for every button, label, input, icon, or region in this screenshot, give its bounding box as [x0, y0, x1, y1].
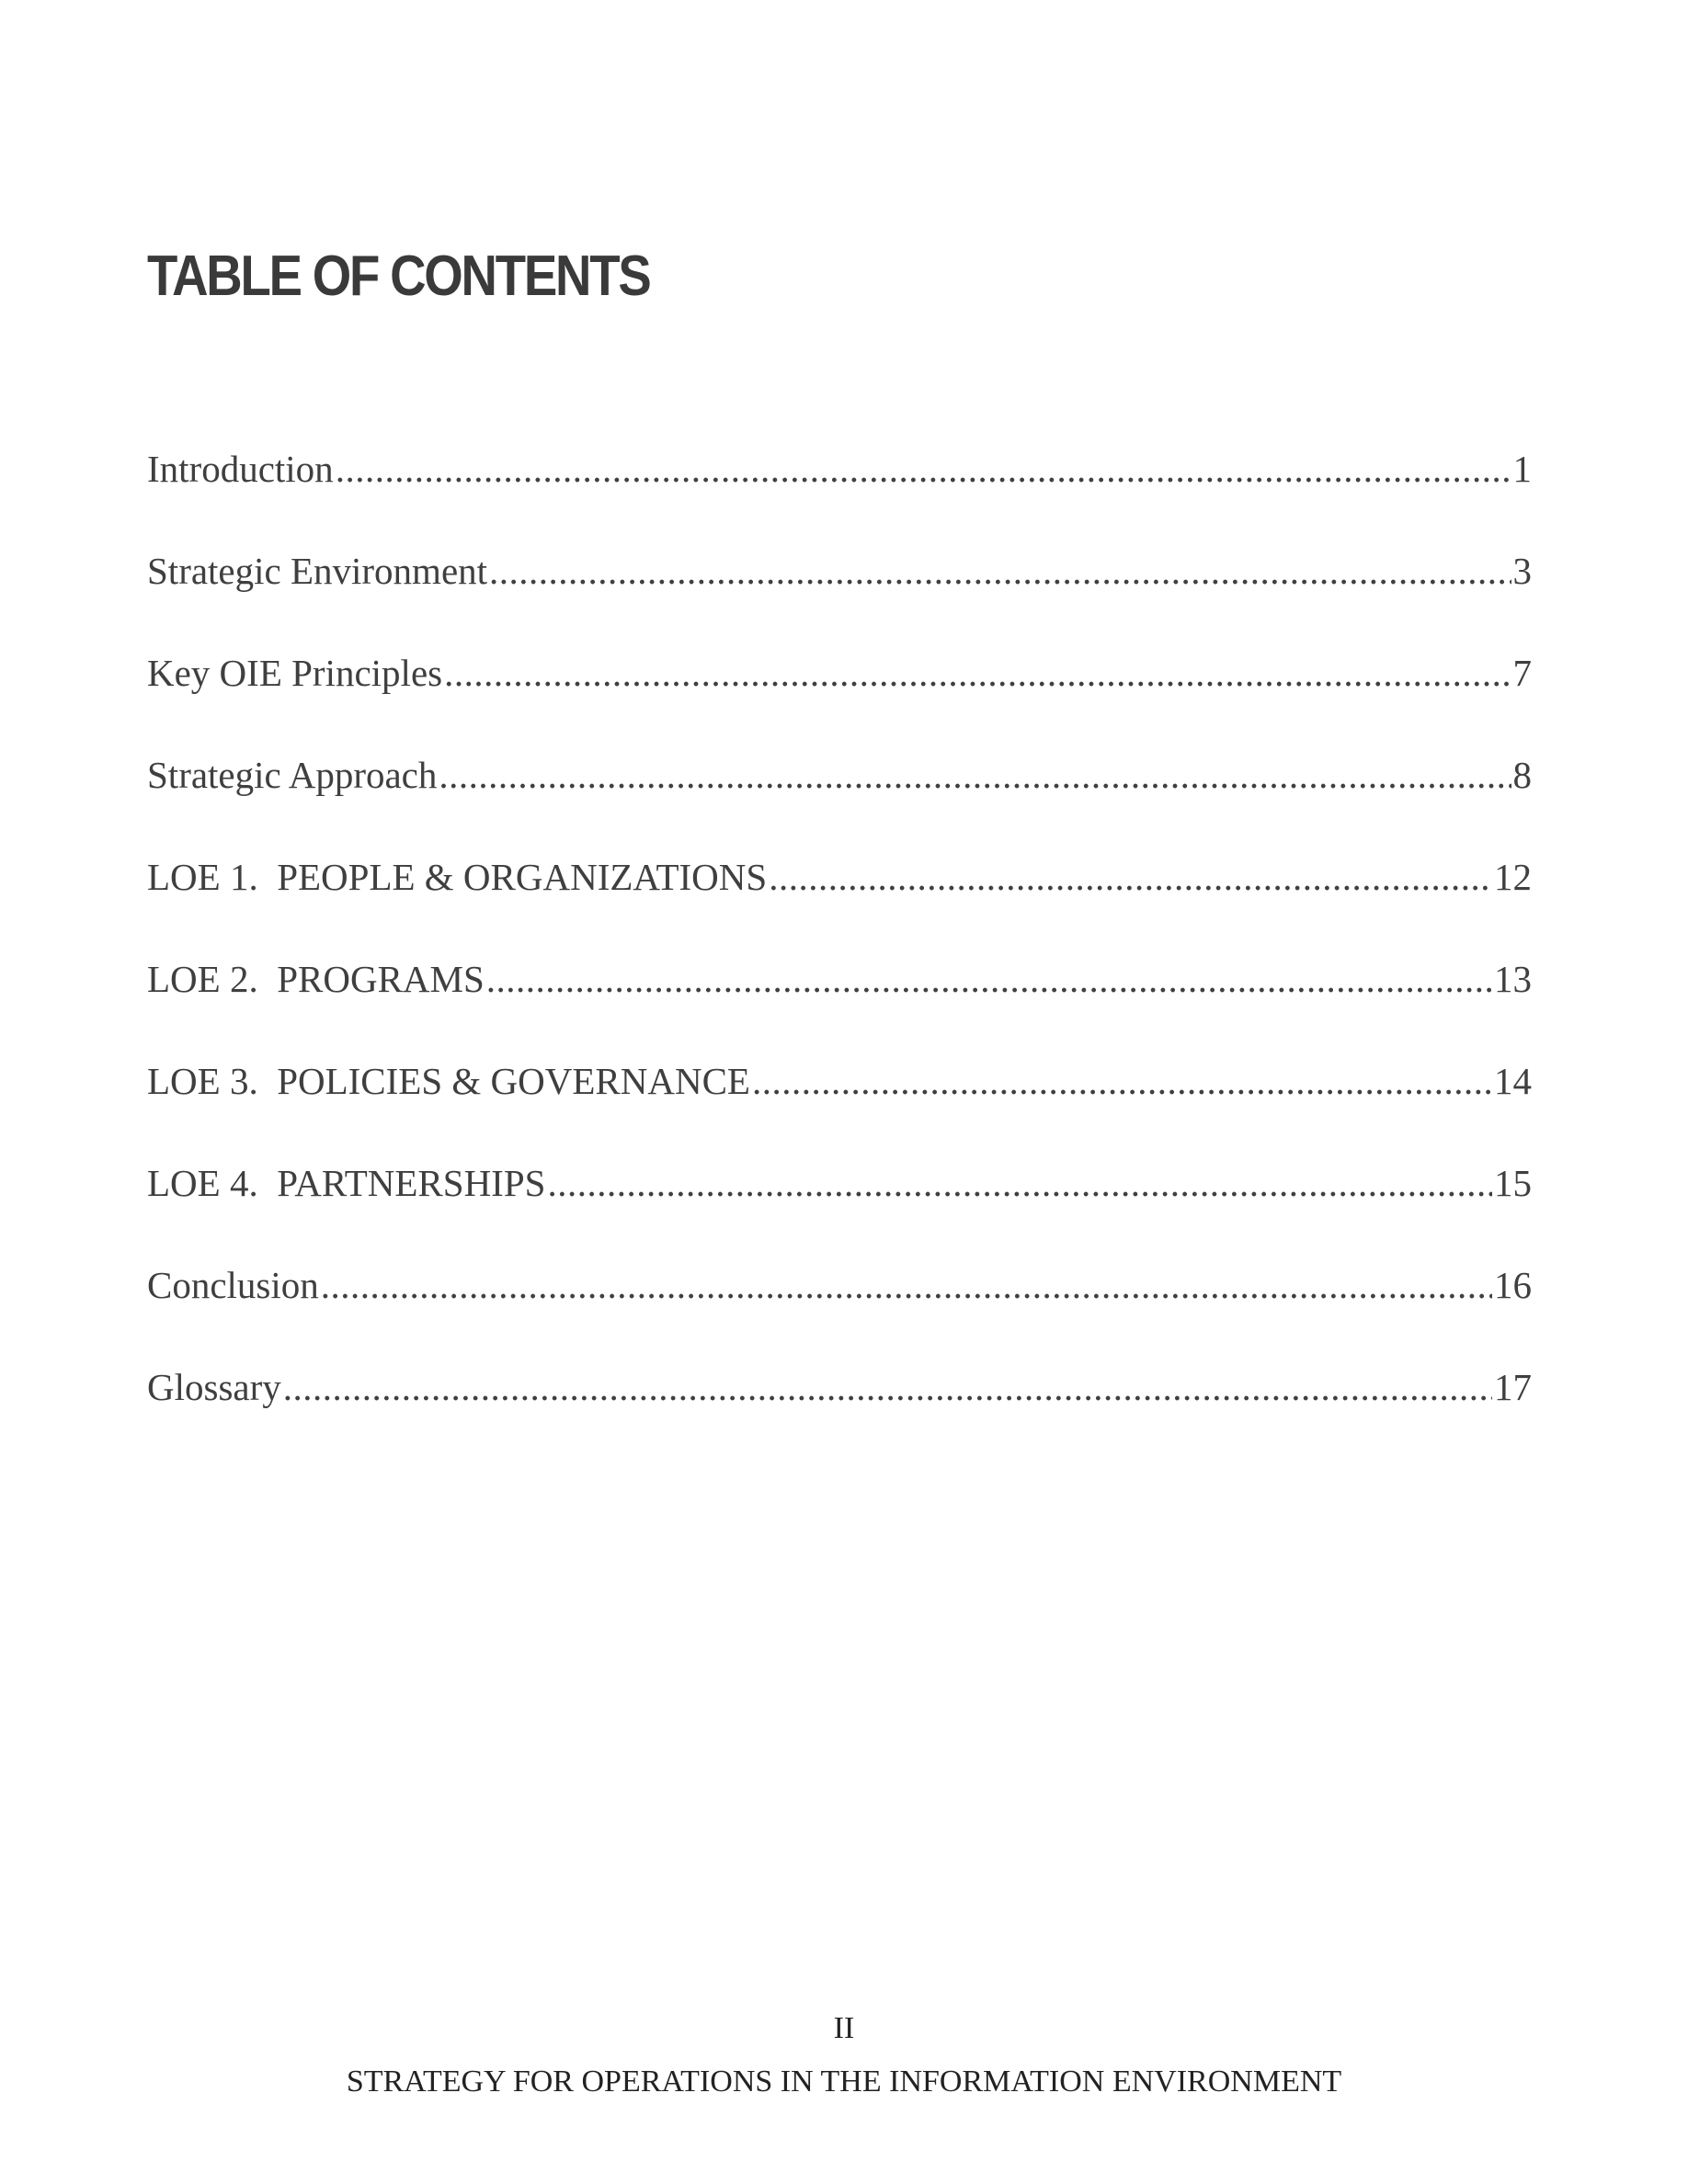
- toc-heading: TABLE OF CONTENTS: [147, 245, 650, 308]
- footer-page-number: II: [833, 2011, 855, 2045]
- toc-dot-leader: [486, 955, 1492, 1003]
- toc-entry-introduction[interactable]: [147, 445, 1532, 547]
- toc-entry-page: 12: [1494, 856, 1532, 898]
- toc-entry-page: 16: [1494, 1264, 1532, 1306]
- toc-dot-leader: [489, 547, 1511, 595]
- toc-entry-page: 13: [1494, 958, 1532, 1000]
- toc-entry-page: 7: [1512, 652, 1532, 694]
- toc-entry-loe-1[interactable]: [147, 853, 1532, 955]
- toc-dot-leader: [444, 649, 1511, 697]
- toc-dot-leader: [439, 751, 1511, 799]
- toc-entry-page: 1: [1512, 448, 1532, 490]
- toc-entry-loe-2[interactable]: [147, 955, 1532, 1057]
- toc-entry-title: Strategic Environment: [147, 550, 488, 592]
- toc-entry-title: LOE 4. PARTNERSHIPS: [147, 1162, 546, 1204]
- toc-entry-title: Key OIE Principles: [147, 652, 443, 694]
- toc-entry-page: 17: [1494, 1366, 1532, 1408]
- toc-entry-strategic-environment[interactable]: [147, 547, 1532, 649]
- toc-entry-title: Glossary: [147, 1366, 281, 1408]
- toc-dot-leader: [321, 1261, 1492, 1309]
- toc-entry-page: 8: [1512, 754, 1532, 796]
- toc-entry-title: Conclusion: [147, 1264, 319, 1306]
- toc-entry-page: 15: [1494, 1162, 1532, 1204]
- toc-dot-leader: [769, 853, 1492, 901]
- toc-entry-key-oie-principles[interactable]: [147, 649, 1532, 751]
- toc-entry-loe-3[interactable]: [147, 1057, 1532, 1159]
- toc-entry-title: LOE 3. POLICIES & GOVERNANCE: [147, 1060, 750, 1102]
- toc-entry-title: Introduction: [147, 448, 334, 490]
- toc-entry-conclusion[interactable]: [147, 1261, 1532, 1363]
- toc-entry-page: 3: [1512, 550, 1532, 592]
- toc-entry-title: Strategic Approach: [147, 754, 438, 796]
- toc-entry-title: LOE 1. PEOPLE & ORGANIZATIONS: [147, 856, 768, 898]
- toc-entry-strategic-approach[interactable]: [147, 751, 1532, 853]
- toc-dot-leader: [547, 1159, 1492, 1207]
- toc-entry-loe-4[interactable]: [147, 1159, 1532, 1261]
- toc-entry-title: LOE 2. PROGRAMS: [147, 958, 485, 1000]
- toc-dot-leader: [752, 1057, 1492, 1105]
- footer-document-title: STRATEGY FOR OPERATIONS IN THE INFORMATION ENVIRONMENT: [346, 2065, 1342, 2099]
- toc-entry-glossary[interactable]: [147, 1363, 1532, 1465]
- toc-entry-page: 14: [1494, 1060, 1532, 1102]
- toc-list: [147, 445, 1532, 1465]
- toc-dot-leader: [283, 1363, 1492, 1411]
- toc-dot-leader: [336, 445, 1511, 493]
